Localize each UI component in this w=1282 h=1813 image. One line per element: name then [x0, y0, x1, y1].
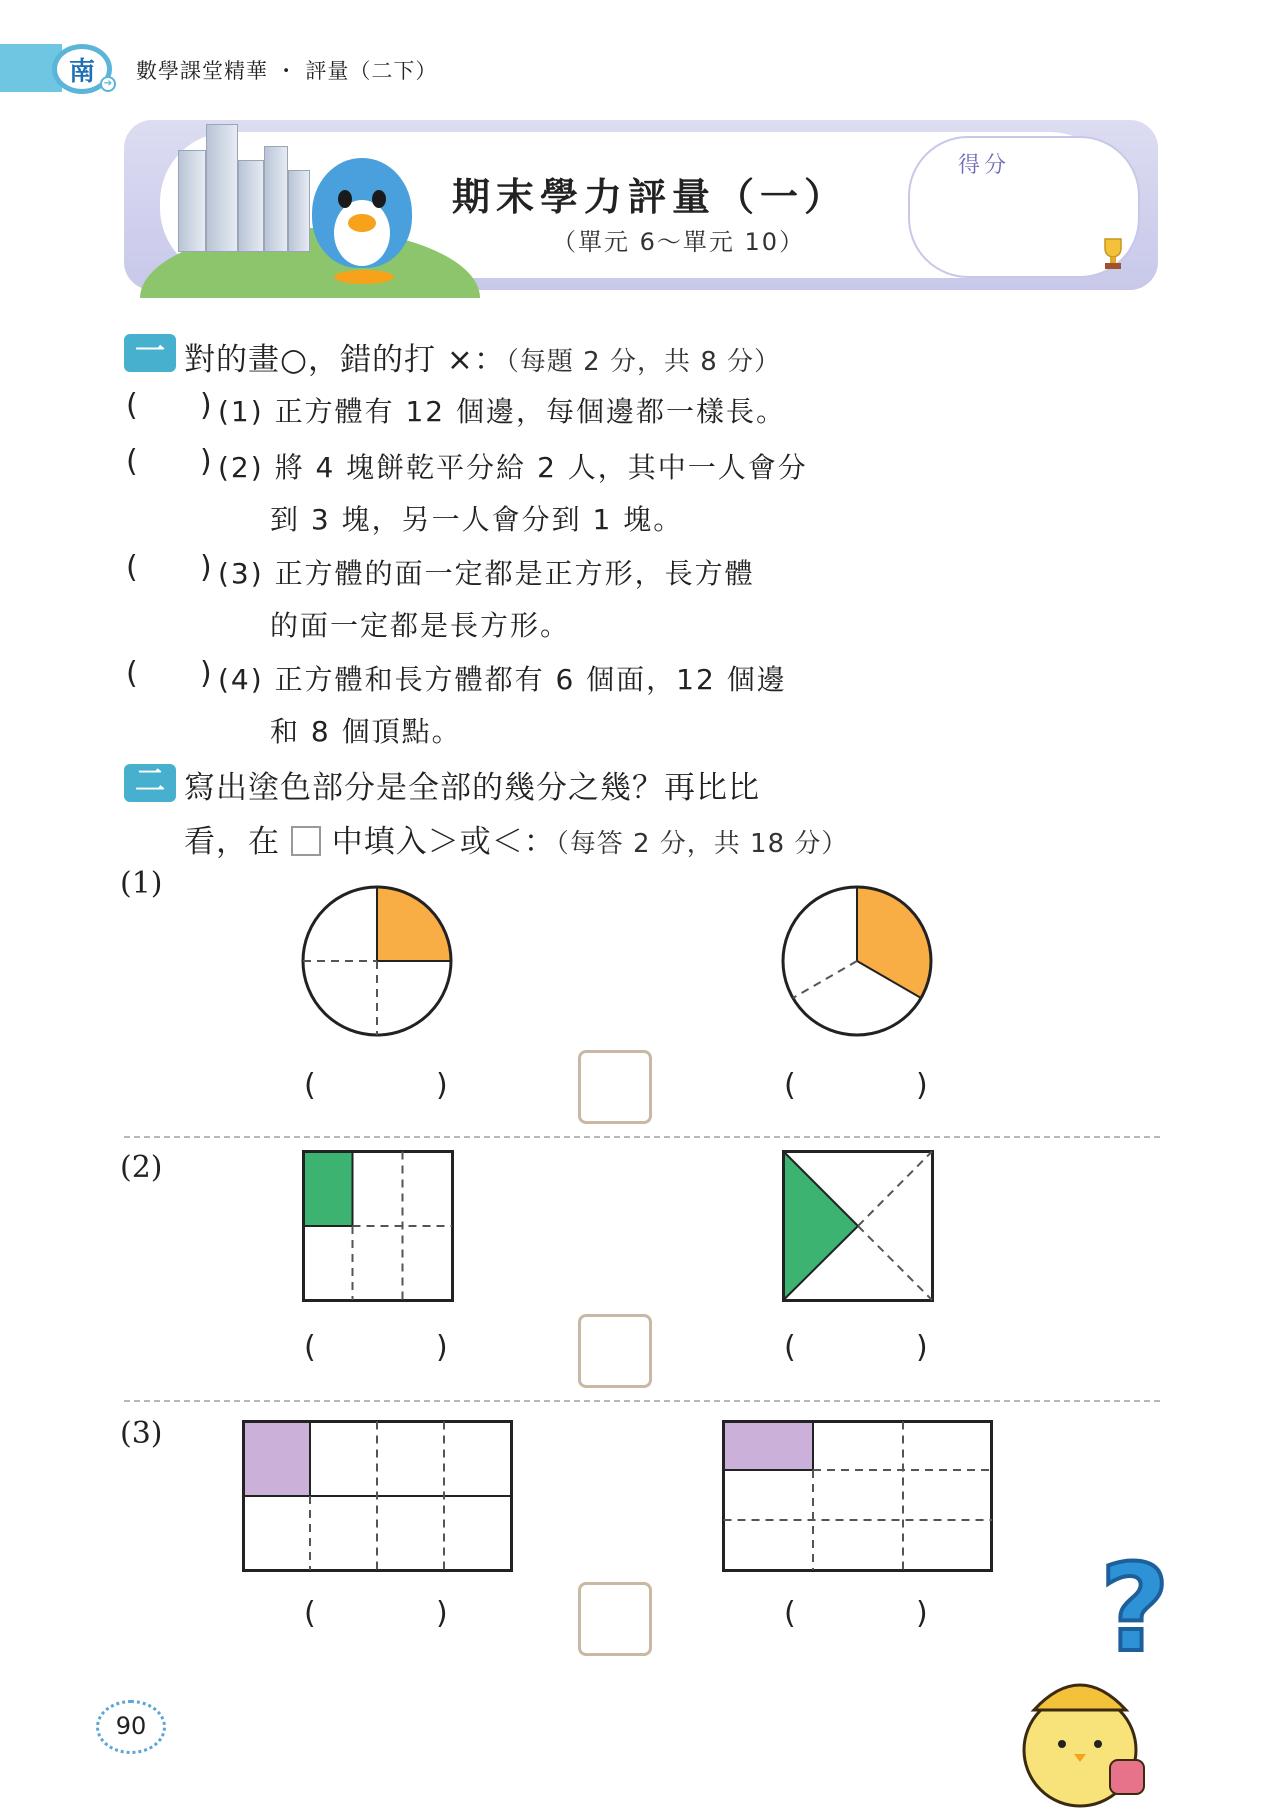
penguin-feet — [334, 270, 394, 284]
section-1-instruction-text: 對的畫○，錯的打 ×： — [184, 342, 506, 378]
answer-paren-close: ) — [916, 1330, 928, 1365]
question-1-text: (1) 正方體有 12 個邊，每個邊都一樣長。 — [218, 395, 786, 428]
section-1-instruction — [184, 334, 781, 379]
answer-blank-2-left[interactable] — [324, 1328, 430, 1368]
penguin-eye — [372, 190, 386, 208]
answer-paren-open: ( — [126, 550, 138, 585]
answer-paren-close: ) — [200, 388, 212, 423]
penguin-eye — [338, 190, 352, 208]
chick-mascot-icon — [1014, 1640, 1154, 1810]
answer-paren-close: ) — [200, 656, 212, 691]
grid-3x3-shaded — [722, 1420, 994, 1572]
answer-paren-close: ) — [436, 1330, 448, 1365]
arrow-right-icon: ➔ — [100, 76, 116, 92]
penguin-beak — [348, 214, 376, 232]
answer-paren-close: ) — [200, 550, 212, 585]
answer-blank-1-left[interactable] — [324, 1066, 430, 1106]
circle-quarter-shaded — [300, 884, 454, 1038]
quiz-subtitle: （單元 6～單元 10） — [552, 228, 806, 256]
answer-paren-close: ) — [436, 1596, 448, 1631]
question-4-text-cont: 和 8 個頂點。 — [270, 715, 462, 748]
answer-paren-open: ( — [784, 1068, 796, 1103]
section-2-instruction-line1: 寫出塗色部分是全部的幾分之幾？再比比 — [184, 770, 760, 806]
answer-blank-3-right[interactable] — [804, 1594, 910, 1634]
compare-box-3[interactable] — [578, 1582, 652, 1656]
answer-paren-close: ) — [200, 444, 212, 479]
quiz-title: 期末學力評量（一） — [452, 175, 849, 219]
answer-paren-open: ( — [126, 444, 138, 479]
empty-box-icon — [291, 826, 321, 856]
answer-paren-close: ) — [436, 1068, 448, 1103]
answer-paren-close: ) — [916, 1068, 928, 1103]
answer-paren-open: ( — [126, 388, 138, 423]
section-2-instruction-post: 中填入＞或＜： — [331, 824, 556, 860]
answer-blank-2-right[interactable] — [804, 1328, 910, 1368]
item-divider — [124, 1136, 1160, 1138]
answer-paren-open: ( — [304, 1068, 316, 1103]
penguin-belly — [334, 200, 390, 266]
question-4-text: (4) 正方體和長方體都有 6 個面，12 個邊 — [218, 663, 787, 696]
answer-blank-q3[interactable] — [144, 546, 196, 586]
question-mark-icon: ? — [1100, 1540, 1170, 1679]
answer-paren-open: ( — [784, 1596, 796, 1631]
answer-paren-open: ( — [784, 1330, 796, 1365]
page-number: 90 — [115, 1712, 147, 1740]
answer-paren-close: ) — [916, 1596, 928, 1631]
answer-paren-open: ( — [304, 1330, 316, 1365]
section-1-badge: 一 — [124, 334, 176, 372]
item-3-number: (3) — [120, 1416, 163, 1451]
book-title: 數學課堂精華 ・ 評量（二下） — [136, 59, 438, 83]
compare-box-1[interactable] — [578, 1050, 652, 1124]
answer-paren-open: ( — [126, 656, 138, 691]
grid-2x4-shaded — [242, 1420, 514, 1572]
score-label: 得分 — [958, 153, 1011, 178]
section-1-points: （每題 2 分，共 8 分） — [505, 347, 782, 377]
item-divider — [124, 1400, 1160, 1402]
answer-blank-q4[interactable] — [144, 652, 196, 692]
publisher-badge: 南 — [52, 44, 112, 94]
grid-2x3-shaded — [302, 1150, 454, 1302]
trophy-icon — [1096, 236, 1130, 270]
question-2-text: (2) 將 4 塊餅乾平分給 2 人，其中一人會分 — [218, 451, 808, 484]
question-3-text-cont: 的面一定都是長方形。 — [270, 609, 571, 642]
answer-blank-q2[interactable] — [144, 440, 196, 480]
circle-third-shaded — [780, 884, 934, 1038]
item-2-number: (2) — [120, 1150, 163, 1185]
section-2-points: （每答 2 分，共 18 分） — [555, 829, 849, 859]
item-1-number: (1) — [120, 866, 163, 901]
section-2-instruction-line2 — [184, 816, 848, 861]
answer-paren-open: ( — [304, 1596, 316, 1631]
question-3-text: (3) 正方體的面一定都是正方形，長方體 — [218, 557, 755, 590]
question-2-text-cont: 到 3 塊，另一人會分到 1 塊。 — [270, 503, 684, 536]
section-2-instruction-pre: 看，在 — [184, 824, 280, 860]
section-2-badge: 二 — [124, 764, 176, 802]
answer-blank-3-left[interactable] — [324, 1594, 430, 1634]
answer-blank-1-right[interactable] — [804, 1066, 910, 1106]
answer-blank-q1[interactable] — [144, 384, 196, 424]
compare-box-2[interactable] — [578, 1314, 652, 1388]
square-diagonal-shaded — [782, 1150, 934, 1302]
